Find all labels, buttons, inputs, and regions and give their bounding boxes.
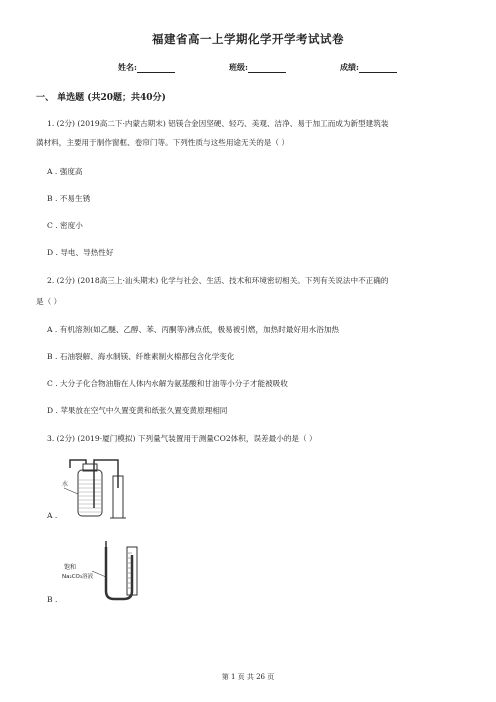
page-footer: 第 1 页 共 26 页 (221, 673, 275, 681)
score-blank (359, 63, 397, 73)
question-1-option-d: D . 导电、导热性好 (47, 248, 114, 257)
name-label: 姓名: (118, 62, 137, 72)
section-heading: 一、 单选题 (共20题；共40分) (36, 93, 166, 103)
question-1-option-b: B . 不易生锈 (47, 194, 91, 203)
question-3-option-a: A . (47, 511, 58, 520)
apparatus-b-label-1: 饱和 (64, 564, 77, 571)
score-field (340, 62, 397, 73)
class-field (229, 62, 286, 73)
question-1-text: 1. (2分) (2019高二下·内蒙古期末) 铝镁合金因坚硬、轻巧、美观、洁净、易于加工而成为新型建筑装 (47, 119, 389, 128)
question-2-option-a: A . 有机溶剂(如乙醚、乙醇、苯、丙酮等)沸点低，极易被引燃，加热时最好用水浴加热 (47, 325, 340, 334)
page-title: 福建省高一上学期化学开学考试试卷 (152, 32, 344, 46)
class-label: 班级: (229, 62, 248, 72)
question-3-option-b: B . (47, 595, 58, 604)
apparatus-b-label-2: Na₂CO₃溶液 (62, 574, 94, 580)
question-2-text-cont: 是（ ） (36, 297, 62, 306)
name-blank (137, 63, 175, 73)
apparatus-a-bottle (78, 470, 102, 516)
apparatus-a-water-label: 水 (62, 481, 69, 488)
class-blank (248, 63, 286, 73)
question-1-text-cont: 潢材料，主要用于制作窗框、卷帘门等。下列性质与这些用途无关的是（ ） (36, 138, 290, 147)
question-3-text: 3. (2分) (2019·厦门模拟) 下列量气装置用于测量CO2体积，误差最小的是（ ） (47, 434, 317, 443)
question-1-option-a: A . 强度高 (47, 167, 83, 176)
score-label: 成绩: (340, 62, 359, 72)
name-field (118, 62, 175, 73)
question-1-option-c: C . 密度小 (47, 221, 83, 230)
question-2-option-b: B . 石油裂解、海水制镁、纤维素制火棉都包含化学变化 (47, 352, 235, 361)
apparatus-b-figure (62, 537, 142, 601)
question-2-option-c: C . 大分子化合物油脂在人体内水解为氨基酸和甘油等小分子才能被吸收 (47, 379, 288, 388)
apparatus-a-figure (60, 458, 145, 520)
question-2-text: 2. (2分) (2018高三上·汕头期末) 化学与社会、生活、技术和环境密切相关。下列有关说法中不正确的 (47, 276, 389, 285)
question-2-option-d: D . 苹果放在空气中久置变黄和纸张久置变黄原理相同 (47, 406, 228, 415)
